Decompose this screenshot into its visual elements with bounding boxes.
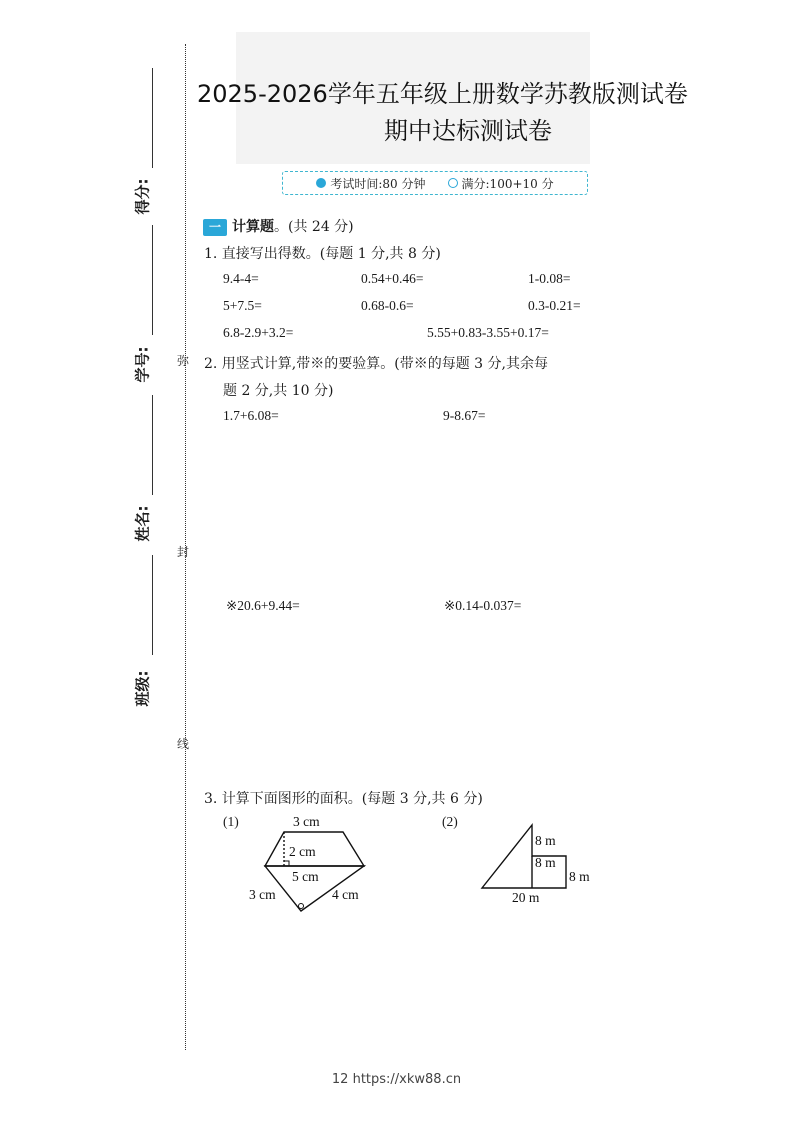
q1-item: 5.55+0.83-3.55+0.17= xyxy=(427,325,549,340)
q1-title: 1. 直接写出得数。(每题 1 分,共 8 分) xyxy=(204,246,441,262)
exam-time-text: 考试时间:80 分钟 xyxy=(330,176,426,191)
q2-item: 1.7+6.08= xyxy=(223,408,279,423)
q1-item: 9.4-4= xyxy=(223,271,259,286)
section-title: 计算题 xyxy=(232,219,274,235)
q2-item: 9-8.67= xyxy=(443,408,486,423)
class-label: 班级: xyxy=(133,670,152,707)
q1-item: 5+7.5= xyxy=(223,298,262,313)
page-number: 12 xyxy=(331,1072,349,1087)
figure1-height-label: 2 cm xyxy=(289,844,316,859)
q1-item: 0.3-0.21= xyxy=(528,298,581,313)
section-number-badge: 一 xyxy=(203,219,227,236)
section-points: 。(共 24 分) xyxy=(274,219,354,235)
q3-title: 3. 计算下面图形的面积。(每题 3 分,共 6 分) xyxy=(204,791,483,807)
figure2-step-width-label: 8 m xyxy=(535,855,556,870)
figure2-top-height-label: 8 m xyxy=(535,833,556,848)
q2-title: 2. 用竖式计算,带※的要验算。(带※的每题 3 分,其余每 xyxy=(204,356,548,372)
figure1-label: (1) xyxy=(223,814,239,829)
figure1-right-angle-mark-bottom xyxy=(299,904,304,909)
page-title: 2025-2026学年五年级上册数学苏教版测试卷 xyxy=(197,80,688,108)
q1-item: 0.54+0.46= xyxy=(361,271,424,286)
seal-char-xian: 线 xyxy=(177,737,190,751)
page-subtitle: 期中达标测试卷 xyxy=(384,117,552,145)
footer-url[interactable]: https://xkw88.cn xyxy=(352,1072,462,1087)
student-no-label: 学号: xyxy=(133,346,152,383)
q2-title-cont: 题 2 分,共 10 分) xyxy=(223,383,334,399)
seal-char-feng: 封 xyxy=(177,545,190,559)
figure2-label: (2) xyxy=(442,814,458,829)
figure1-left-label: 3 cm xyxy=(249,887,276,902)
page-footer xyxy=(0,1072,793,1087)
full-score-text: 满分:100+10 分 xyxy=(461,176,554,191)
q1-item: 6.8-2.9+3.2= xyxy=(223,325,294,340)
seal-char-mi: 弥 xyxy=(177,354,190,368)
figure2-base-label: 20 m xyxy=(512,890,540,905)
q2-item: ※0.14-0.037= xyxy=(444,598,522,613)
figure1-right-label: 4 cm xyxy=(332,887,359,902)
q2-item: ※20.6+9.44= xyxy=(226,598,300,613)
q1-item: 1-0.08= xyxy=(528,271,571,286)
name-label: 姓名: xyxy=(133,505,152,542)
q1-item: 0.68-0.6= xyxy=(361,298,414,313)
score-label: 得分: xyxy=(133,178,152,215)
figure1-top-label: 3 cm xyxy=(293,814,320,829)
figure2-right-height-label: 8 m xyxy=(569,869,590,884)
figure1-right-angle-mark xyxy=(284,861,289,866)
figure1-middle-label: 5 cm xyxy=(292,869,319,884)
